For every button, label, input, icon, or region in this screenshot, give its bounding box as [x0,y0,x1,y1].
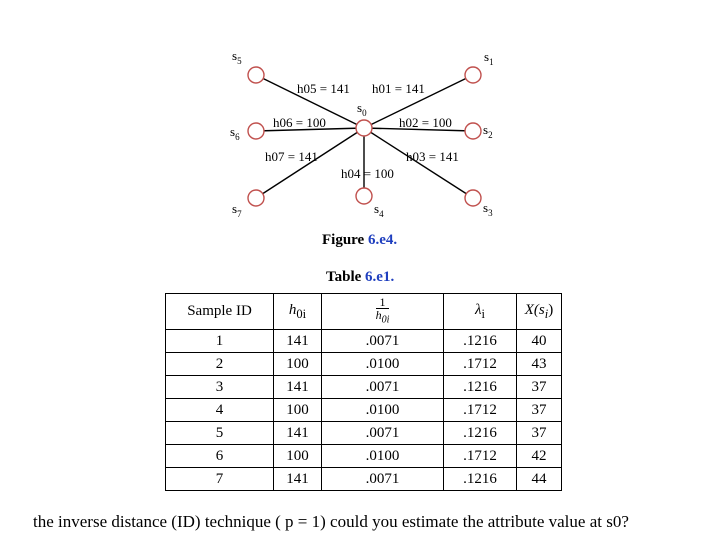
cell-id: 5 [166,422,274,445]
node-s6 [248,123,264,139]
cell-h: 100 [274,399,322,422]
dist-h01: h01 = 141 [372,81,425,96]
label-s7: $s_7$ [232,201,242,219]
cell-h: 100 [274,353,322,376]
cell-lambda: .1712 [444,445,517,468]
cell-h: 100 [274,445,322,468]
dist-h06: h06 = 100 [273,115,326,130]
question-text: the inverse distance (ID) technique ( p = 1) could you estimate the attribute value at s0? [33,512,629,531]
cell-h: 141 [274,422,322,445]
cell-x: 44 [517,468,562,491]
dist-h04: h04 = 100 [341,166,394,181]
cell-lambda: .1712 [444,399,517,422]
cell-h: 141 [274,468,322,491]
figure-caption-number: 6.e4. [367,232,398,248]
table-row [166,399,562,422]
cell-x: 42 [517,445,562,468]
cell-inv: .0071 [322,422,444,445]
label-s1: $s_1$ [484,49,494,67]
cell-h: 141 [274,330,322,353]
node-s2 [465,123,481,139]
header-inverse-h: $\frac{1}{h_{0i}}$ [322,294,444,330]
label-s5: $s_5$ [232,48,242,66]
node-s5 [248,67,264,83]
dist-h02: h02 = 100 [399,115,452,130]
cell-id: 1 [166,330,274,353]
label-s6: $s_6$ [230,124,240,142]
figure-caption [322,232,397,249]
dist-h05: h05 = 141 [297,81,350,96]
header-lambda: $\lambda_i$ [444,294,517,330]
label-s0: $s_0$ [357,100,367,118]
cell-lambda: .1216 [444,330,517,353]
cell-inv: .0100 [322,353,444,376]
cell-id: 4 [166,399,274,422]
table-caption-number: 6.e1. [365,269,395,285]
cell-lambda: .1216 [444,422,517,445]
cell-x: 43 [517,353,562,376]
table-row [166,468,562,491]
cell-id: 2 [166,353,274,376]
cell-inv: .0100 [322,399,444,422]
header-h-oi: $h_{0i}$ [274,294,322,330]
cell-lambda: .1216 [444,468,517,491]
header-sample-id: Sample ID [166,294,274,330]
table-row [166,422,562,445]
cell-inv: .0071 [322,376,444,399]
dist-h03: h03 = 141 [406,149,459,164]
label-s4: $s_4$ [374,201,384,219]
cell-x: 37 [517,376,562,399]
node-s4 [356,188,372,204]
table-body [166,330,562,491]
cell-lambda: .1712 [444,353,517,376]
table-row [166,330,562,353]
cell-h: 141 [274,376,322,399]
node-s1 [465,67,481,83]
cell-lambda: .1216 [444,376,517,399]
figure-caption-prefix: Figure [322,232,368,248]
cell-x: 40 [517,330,562,353]
table-caption-prefix: Table [326,269,366,285]
header-x: $X(s_i)$ [517,294,562,330]
table-row [166,353,562,376]
cell-id: 3 [166,376,274,399]
cell-id: 6 [166,445,274,468]
cell-id: 7 [166,468,274,491]
table-row [166,445,562,468]
node-s0 [356,120,372,136]
cell-x: 37 [517,422,562,445]
node-s3 [465,190,481,206]
cell-inv: .0071 [322,330,444,353]
cell-inv: .0100 [322,445,444,468]
table-row [166,376,562,399]
label-s2: $s_2$ [483,122,493,140]
sample-table [165,293,562,491]
table-header-row [166,294,562,330]
node-s7 [248,190,264,206]
cell-x: 37 [517,399,562,422]
table-caption [326,269,394,286]
cell-inv: .0071 [322,468,444,491]
label-s3: $s_3$ [483,200,493,218]
dist-h07: h07 = 141 [265,149,318,164]
